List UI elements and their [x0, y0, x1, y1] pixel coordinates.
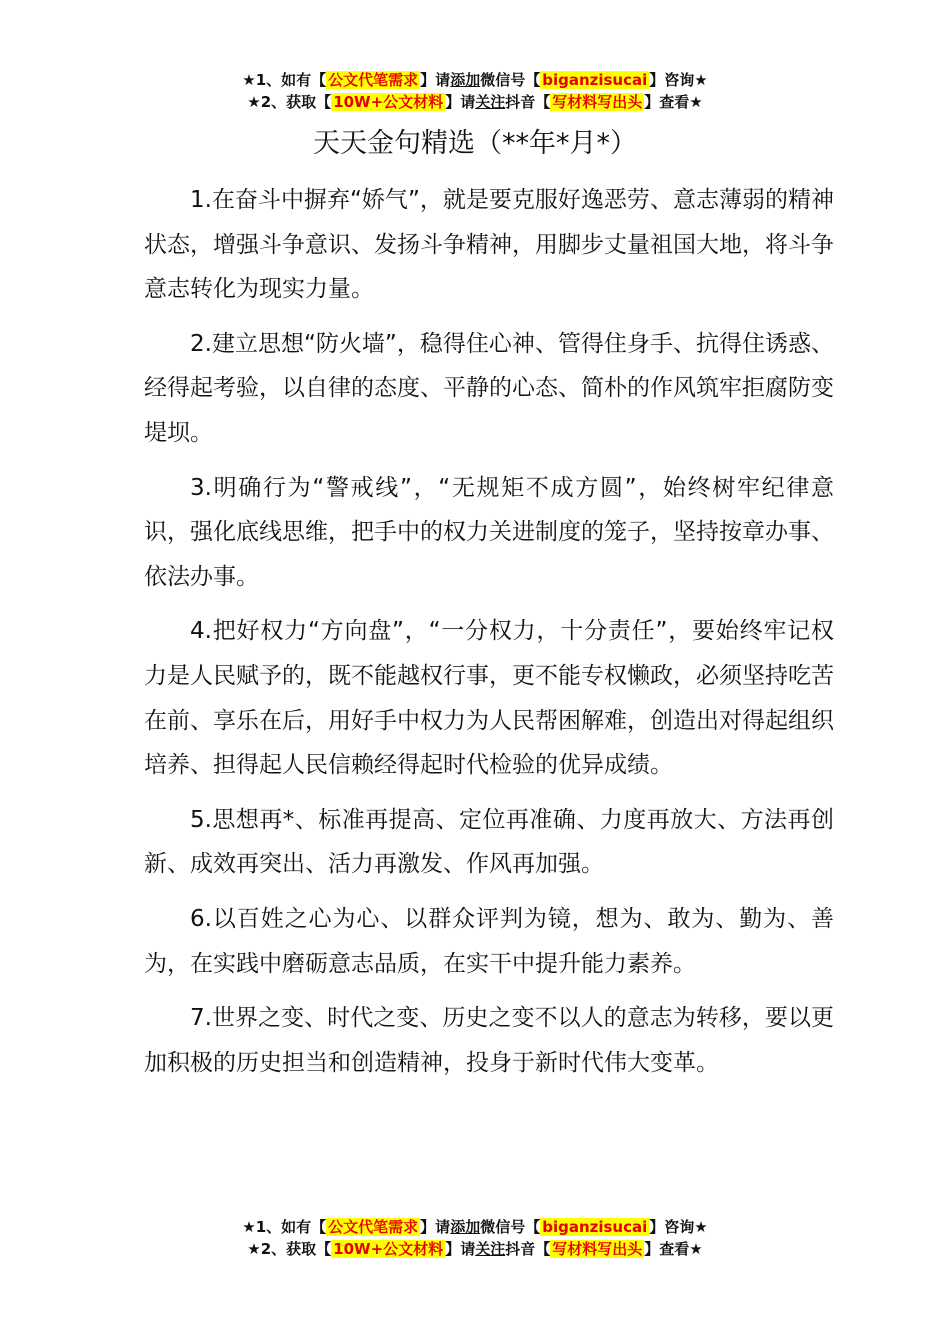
notice-line-2 [0, 91, 950, 113]
notice-text: 微信号【 [480, 1218, 541, 1236]
notice-underlined: 关注 [475, 1240, 506, 1258]
notice-underlined: 添加 [450, 1218, 481, 1236]
paragraph-4: 4.把好权力“方向盘”，“一分权力，十分责任”，要始终牢记权力是人民赋予的，既不能越权行事，更不能专权懒政，必须坚持吃苦在前、享乐在后，用好手中权力为人民帮困解难，创造出对得起组织培养、担得起人民信赖经得起时代检验的优异成绩。 [144, 618, 834, 779]
paragraph-2: 2.建立思想“防火墙”，稳得住心神、管得住身手、抗得住诱惑、经得起考验，以自律的态度、平静的心态、简朴的作风筑牢拒腐防变堤坝。 [144, 330, 834, 446]
document-body [144, 178, 834, 1095]
notice-text: ★1、如有【 [242, 71, 327, 89]
paragraph-1: 1.在奋斗中摒弃“娇气”，就是要克服好逸恶劳、意志薄弱的精神状态，增强斗争意识、发扬斗争精神，用脚步丈量祖国大地，将斗争意志转化为现实力量。 [144, 187, 834, 303]
notice-text: 】查看★ [644, 1240, 703, 1258]
paragraph-6: 6.以百姓之心为心、以群众评判为镜，想为、敢为、勤为、善为，在实践中磨砺意志品质，在实干中提升能力素养。 [144, 905, 834, 977]
notice-highlight: 公文代笔需求 [328, 1218, 419, 1236]
notice-text: ★1、如有【 [242, 1218, 327, 1236]
notice-text: 微信号【 [480, 71, 541, 89]
notice-text: 抖音【 [505, 1240, 551, 1258]
notice-underlined: 添加 [450, 71, 481, 89]
paragraph-7: 7.世界之变、时代之变、历史之变不以人的意志为转移，要以更加积极的历史担当和创造精神，投身于新时代伟大变革。 [144, 1005, 834, 1076]
notice-highlight: biganzisucai [542, 1218, 648, 1236]
notice-line-1 [0, 69, 950, 91]
notice-line-1 [0, 1216, 950, 1238]
notice-line-2 [0, 1238, 950, 1260]
notice-text: 抖音【 [505, 93, 551, 111]
notice-highlight: 10W+公文材料 [333, 1240, 444, 1258]
paragraph-5: 5.思想再*、标准再提高、定位再准确、力度再放大、方法再创新、成效再突出、活力再激发、作风再加强。 [144, 806, 834, 878]
notice-highlight: 写材料写出头 [552, 93, 643, 111]
notice-highlight: 公文代笔需求 [328, 71, 419, 89]
notice-text: 】请 [445, 93, 476, 111]
notice-text: ★2、获取【 [247, 93, 332, 111]
paragraph-3: 3.明确行为“警戒线”，“无规矩不成方圆”，始终树牢纪律意识，强化底线思维，把手中的权力关进制度的笼子，坚持按章办事、依法办事。 [144, 474, 834, 590]
notice-text: ★2、获取【 [247, 1240, 332, 1258]
notice-text: 】查看★ [644, 93, 703, 111]
header-notice [0, 69, 950, 113]
footer-notice [0, 1216, 950, 1260]
notice-text: 】请 [420, 1218, 451, 1236]
notice-highlight: biganzisucai [542, 71, 648, 89]
notice-text: 】咨询★ [649, 71, 708, 89]
notice-highlight: 写材料写出头 [552, 1240, 643, 1258]
notice-highlight: 10W+公文材料 [333, 93, 444, 111]
notice-underlined: 关注 [475, 93, 506, 111]
notice-text: 】咨询★ [649, 1218, 708, 1236]
document-title: 天天金句精选（**年*月*） [313, 128, 637, 159]
notice-text: 】请 [445, 1240, 476, 1258]
notice-text: 】请 [420, 71, 451, 89]
